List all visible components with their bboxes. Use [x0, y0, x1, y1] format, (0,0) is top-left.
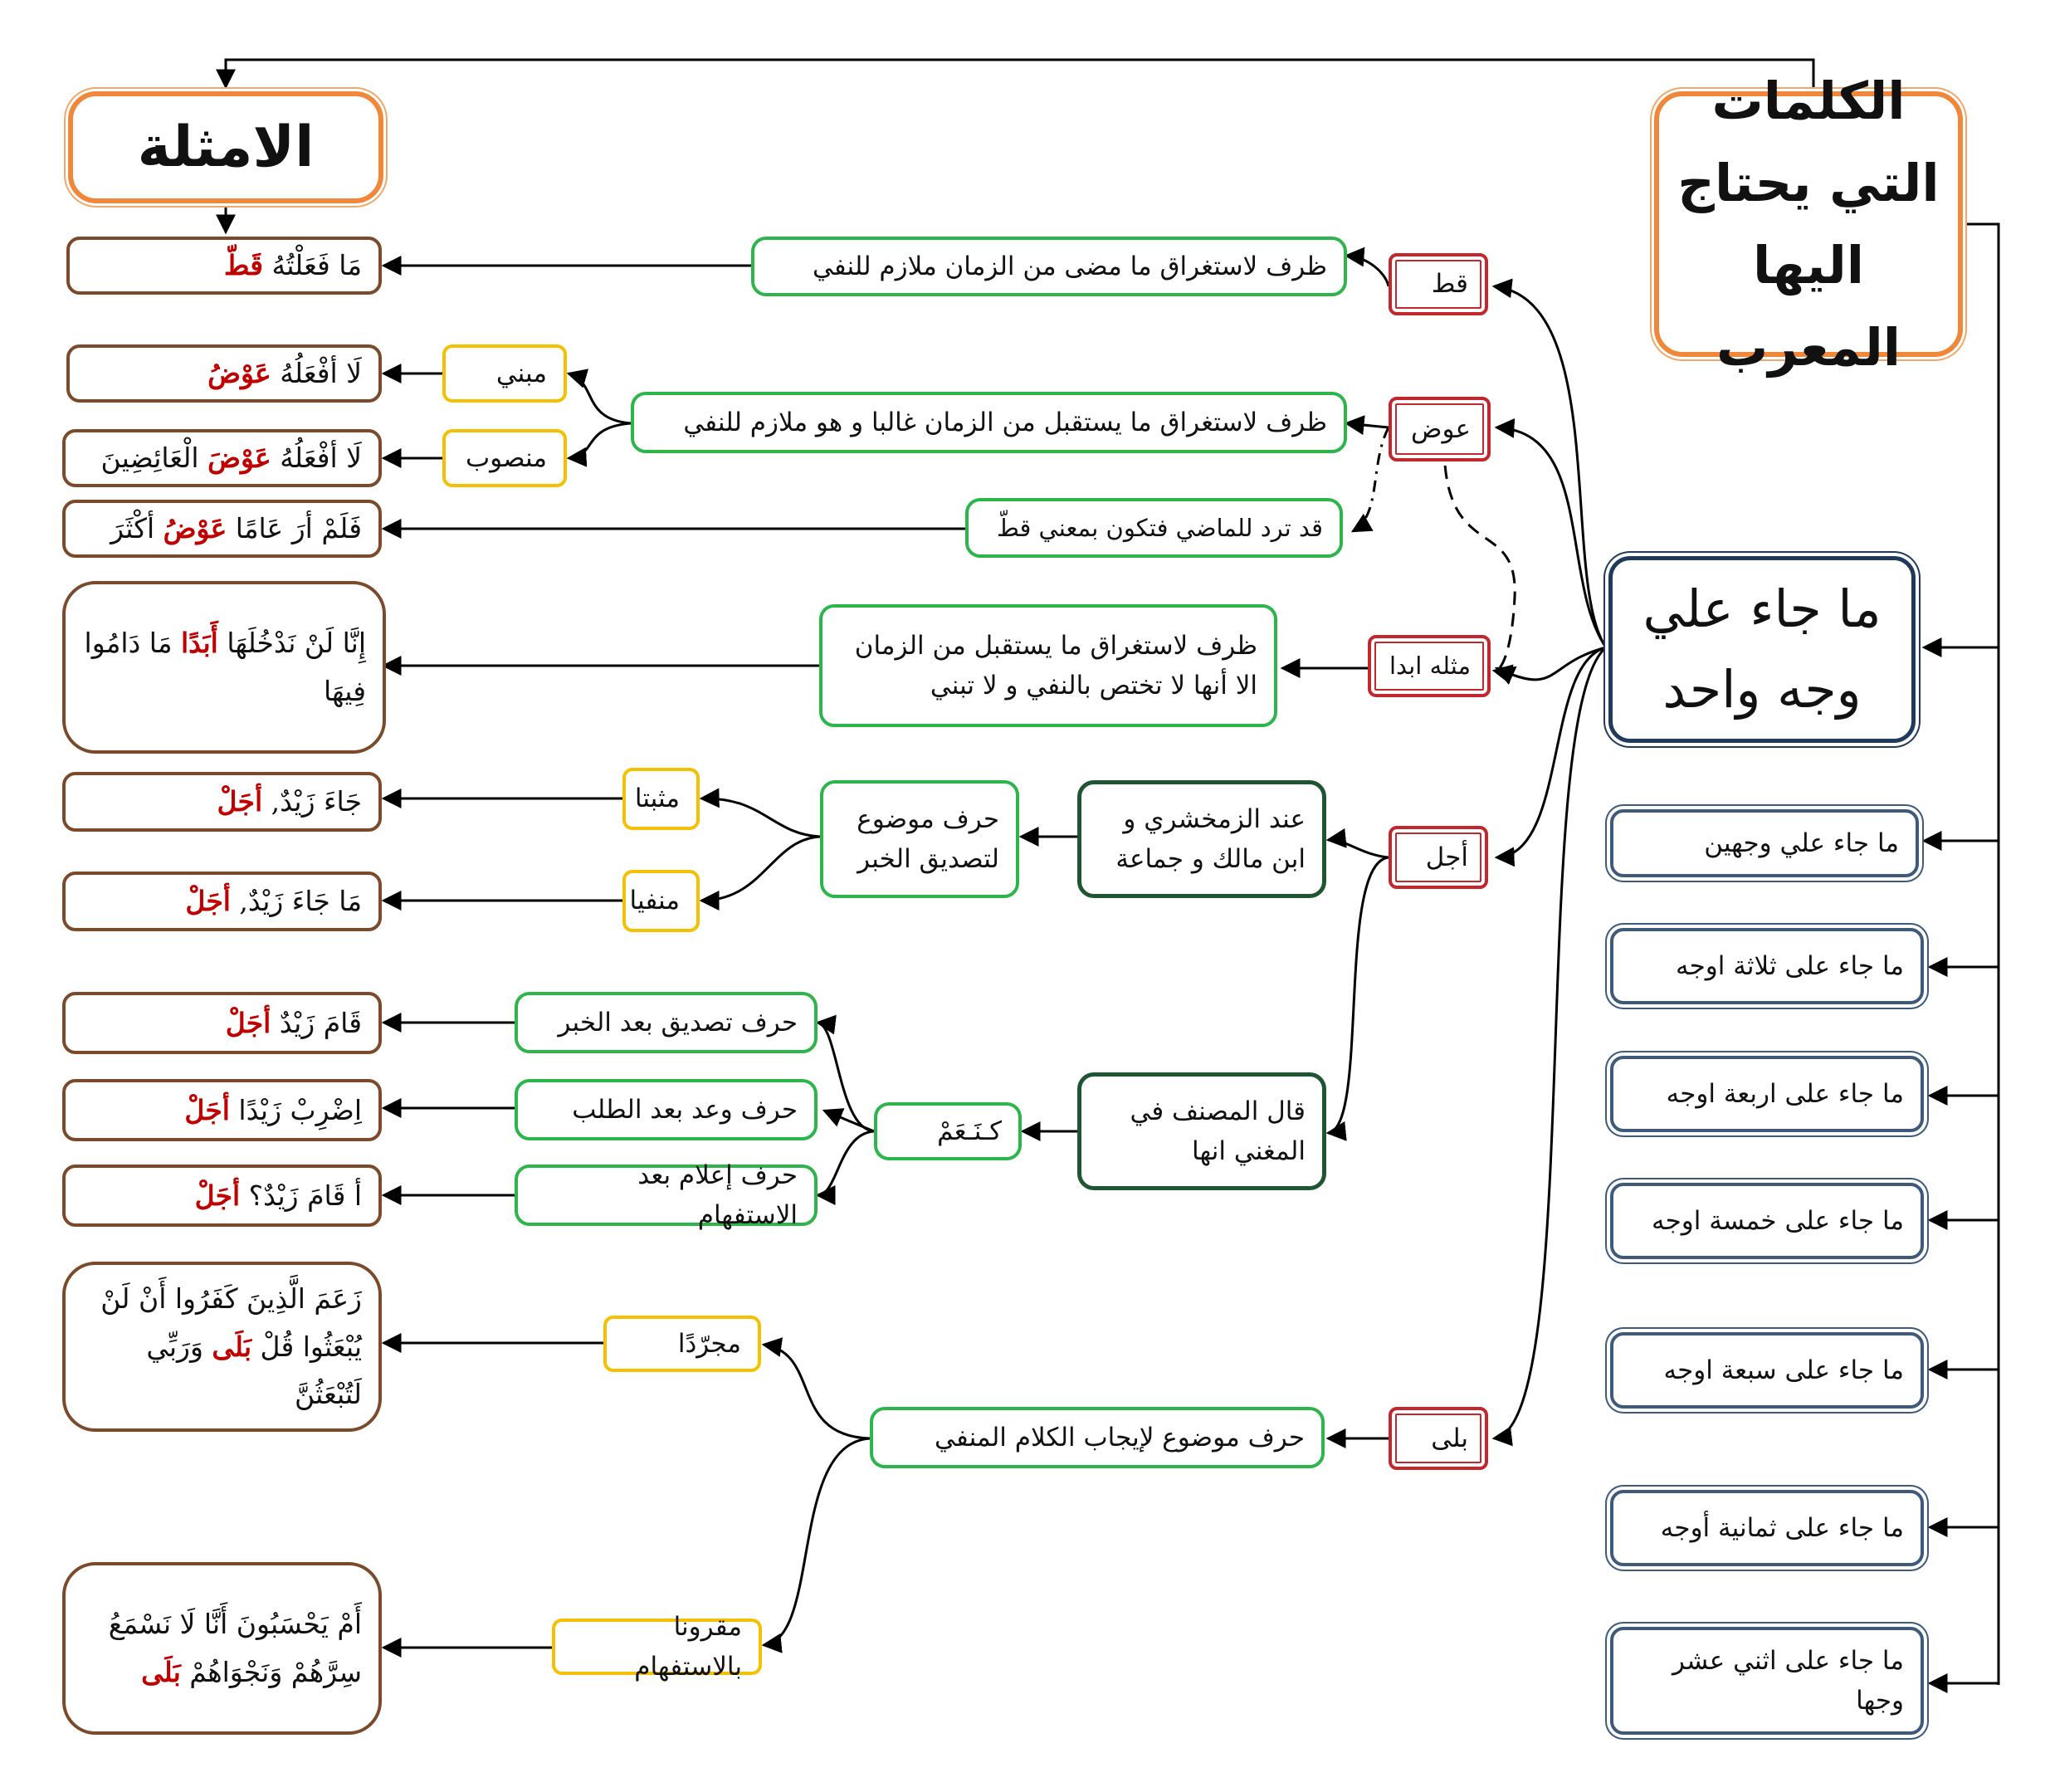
example-qatt: مَا فَعَلْتُهُ قَطّ [66, 237, 382, 295]
example-bala-istifham: أَمْ يَحْسَبُونَ أَنَّا لَا نَسْمَعُ سِرَّهُمْ وَنَجْوَاهُمْ بَلَى [62, 1562, 382, 1735]
example-ajal-muthbat: جَاءَ زَيْدٌ, أجَلْ [62, 772, 382, 832]
example-awad-past: فَلَمْ أرَ عَامًا عَوْضُ أكْثَرَ [62, 500, 382, 558]
definition-awad: ظرف لاستغراق ما يستقبل من الزمان غالبا و هو ملازم للنفي [631, 392, 1347, 453]
word-abadan: مثله ابدا [1368, 635, 1491, 697]
naam-meaning-2: حرف وعد بعد الطلب [515, 1079, 818, 1140]
category-seven-faces: ما جاء على سبعة اوجه [1610, 1332, 1924, 1409]
word-bala: بلى [1389, 1407, 1488, 1470]
state-muthbatan: مثبتا [622, 768, 700, 830]
category-twelve-faces: ما جاء على اثني عشر وجها [1610, 1627, 1924, 1735]
naam-meaning-1: حرف تصديق بعد الخبر [515, 992, 818, 1053]
ajal-mughni: قال المصنف في المغني انها [1077, 1072, 1326, 1190]
category-five-faces: ما جاء على خمسة اوجه [1610, 1183, 1924, 1259]
word-qatt: قط [1389, 253, 1488, 315]
word-awad: عوض [1389, 397, 1491, 461]
category-one-face: ما جاء علي وجه واحد [1608, 556, 1916, 743]
example-awad-mansub: لَا أفْعَلُهُ عَوْضَ الْعَائِضِينَ [62, 429, 382, 487]
naam-meaning-3: حرف إعلام بعد الاستفهام [515, 1165, 818, 1226]
definition-abadan: ظرف لاستغراق ما يستقبل من الزمان الا أنها لا تختص بالنفي و لا تبني [819, 604, 1277, 727]
category-two-faces: ما جاء علي وجهين [1610, 809, 1919, 877]
example-awad-mabni: لَا أفْعَلُهُ عَوْضُ [66, 344, 382, 403]
examples-title: الامثلة [137, 114, 315, 180]
example-naam-istifham: أ قَامَ زَيْدٌ؟ أجَلْ [62, 1165, 382, 1227]
definition-qatt: ظرف لاستغراق ما مضى من الزمان ملازم للنفي [751, 237, 1347, 296]
definition-awad-past: قد ترد للماضي فتكون بمعني قطّ [965, 498, 1343, 558]
category-four-faces: ما جاء على اربعة اوجه [1610, 1056, 1924, 1132]
state-mansub: منصوب [442, 429, 567, 487]
example-ajal-manfi: مَا جَاءَ زَيْدٌ, أجَلْ [62, 872, 382, 931]
examples-title-box [68, 91, 383, 203]
word-ajal: أجل [1389, 826, 1488, 889]
state-maqrunan: مقرونا بالاستفهام [552, 1619, 762, 1675]
main-title: الكلمات التي يحتاج اليها المعرب [1677, 70, 1940, 378]
state-manfiyyan: منفيا [622, 870, 700, 932]
example-naam-khabar: قَامَ زَيْدٌ أجَلْ [62, 992, 382, 1054]
main-title-box [1654, 70, 1963, 378]
example-naam-talab: اِضْرِبْ زَيْدًا أجَلْ [62, 1079, 382, 1141]
state-mujarradan: مجرّدًا [603, 1316, 761, 1372]
ajal-tasdiq: حرف موضوع لتصديق الخبر [820, 780, 1019, 898]
category-eight-faces: ما جاء على ثمانية أوجه [1610, 1490, 1924, 1566]
example-abadan: إِنَّا لَنْ نَدْخُلَهَا أَبَدًا مَا دَامُوا فِيهَا [62, 581, 386, 754]
naam-box: كـنَـعَمْ [874, 1102, 1022, 1160]
ajal-zamakhshari: عند الزمخشري و ابن مالك و جماعة [1077, 780, 1326, 898]
category-three-faces: ما جاء على ثلاثة اوجه [1610, 928, 1924, 1004]
example-bala-mujarrad: زَعَمَ الَّذِينَ كَفَرُوا أَنْ لَنْ يُبْعَثُوا قُلْ بَلَى وَرَبِّي لَتُبْعَثُنَّ [62, 1262, 382, 1432]
definition-bala: حرف موضوع لإيجاب الكلام المنفي [870, 1407, 1325, 1468]
state-mabni: مبني [442, 344, 567, 403]
